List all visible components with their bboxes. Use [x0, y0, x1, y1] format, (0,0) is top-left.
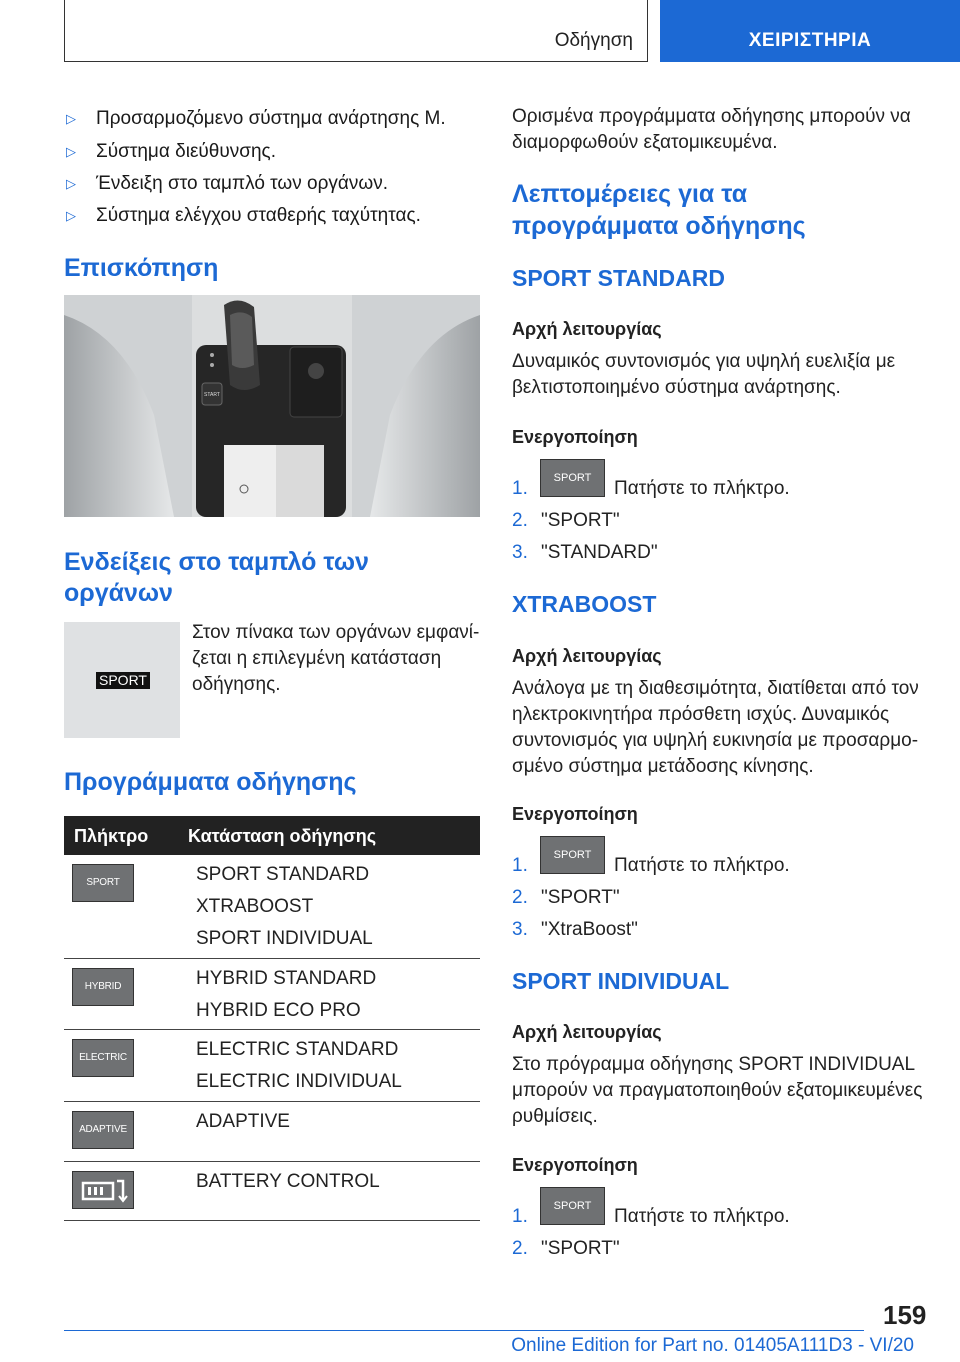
programs-heading: Προγράμματα οδήγησης — [64, 768, 357, 796]
triangle-bullet-icon: ▷ — [66, 208, 76, 223]
hybrid-key-image: HYBRID — [72, 968, 134, 1006]
battery-icon — [73, 1172, 133, 1208]
display-heading-line2: οργάνων — [64, 579, 173, 607]
footer-divider — [64, 1330, 864, 1331]
principle-text-line: ρυθμίσεις. — [512, 1106, 598, 1127]
principle-text-line: Στο πρόγραμμα οδήγησης SPORT INDIVIDUAL — [512, 1054, 916, 1075]
display-text-line: οδήγησης. — [192, 674, 281, 695]
intro-text-line: διαμορφωθούν εξατομικευμένα. — [512, 132, 778, 153]
display-heading-line1: Ενδείξεις στο ταμπλό των — [64, 548, 369, 576]
table-cell-mode: ADAPTIVE — [196, 1111, 290, 1132]
sport-standard-heading: SPORT STANDARD — [512, 265, 725, 291]
svg-text:START: START — [204, 392, 220, 398]
table-row-divider — [64, 1161, 480, 1162]
page-number: 159 — [883, 1300, 927, 1330]
electric-key-image: ELECTRIC — [72, 1039, 134, 1077]
principle-label: Αρχή λειτουργίας — [512, 646, 662, 666]
principle-text-line: μπορούν να πραγματοποιηθούν εξατομικευμένες — [512, 1080, 923, 1101]
table-cell-mode: HYBRID STANDARD — [196, 968, 377, 989]
principle-text-line: Ανάλογα με τη διαθεσιμότητα, διατίθεται από τον — [512, 678, 919, 699]
display-text-line: Στον πίνακα των οργάνων εμφανί- — [192, 622, 480, 643]
table-cell-mode: ELECTRIC INDIVIDUAL — [196, 1071, 402, 1092]
battery-key-image — [72, 1171, 134, 1209]
overview-heading: Επισκόπηση — [64, 254, 219, 282]
header-chapter-title: ΧΕΙΡΙΣΤΗΡΙΑ — [748, 30, 872, 51]
principle-text-line: ηλεκτροκινητήρα πρόσθετη ισχύς. Δυναμικός — [512, 704, 890, 725]
step-text: "XtraBoost" — [541, 919, 638, 940]
step-text: "SPORT" — [541, 1238, 620, 1259]
step-text: Πατήστε το πλήκτρο. — [614, 855, 790, 876]
table-cell-mode: SPORT INDIVIDUAL — [196, 928, 373, 949]
intro-text-line: Ορισμένα προγράμματα οδήγησης μπορούν να — [512, 106, 911, 127]
triangle-bullet-icon: ▷ — [66, 111, 76, 126]
activation-label: Ενεργοποίηση — [512, 427, 638, 447]
table-row-divider — [64, 958, 480, 959]
step-text: Πατήστε το πλήκτρο. — [614, 478, 790, 499]
step-number: 3. — [512, 919, 528, 940]
principle-text-line: βελτιστοποιημένο σύστημα ανάρτησης. — [512, 377, 841, 398]
display-text-line: ζεται η επιλεγμένη κατάσταση — [192, 648, 442, 669]
sport-key-image: SPORT — [72, 864, 134, 902]
step-number: 2. — [512, 510, 528, 531]
header-chapter-tab — [660, 0, 960, 62]
principle-text-line: συντονισμός για υψηλή ευκινησία με προσαρμο- — [512, 730, 919, 751]
step-text: Πατήστε το πλήκτρο. — [614, 1206, 790, 1227]
step-number: 2. — [512, 887, 528, 908]
step-text: "STANDARD" — [541, 542, 658, 563]
details-heading-line1: Λεπτομέρειες για τα — [512, 180, 748, 208]
step-text: "SPORT" — [541, 510, 620, 531]
header-section-box — [64, 0, 648, 62]
center-console-image — [64, 295, 480, 517]
principle-label: Αρχή λειτουργίας — [512, 1022, 662, 1042]
step-number: 1. — [512, 478, 528, 499]
footer-edition-text: Online Edition for Part no. 01405A111D3 - VI/20 — [511, 1335, 914, 1356]
table-cell-mode: SPORT STANDARD — [196, 864, 370, 885]
sport-individual-heading: SPORT INDIVIDUAL — [512, 968, 730, 994]
principle-label: Αρχή λειτουργίας — [512, 319, 662, 339]
table-cell-mode: XTRABOOST — [196, 896, 314, 917]
step-text: "SPORT" — [541, 887, 620, 908]
table-header — [64, 816, 480, 855]
table-cell-mode: HYBRID ECO PRO — [196, 1000, 361, 1021]
step-number: 1. — [512, 1206, 528, 1227]
principle-text-line: σμένο σύστημα μετάδοσης κίνησης. — [512, 756, 814, 777]
header-section-title: Οδήγηση — [554, 30, 633, 51]
table-row-divider — [64, 1220, 480, 1221]
triangle-bullet-icon: ▷ — [66, 144, 76, 159]
step-number: 3. — [512, 542, 528, 563]
bullet-text: Σύστημα ελέγχου σταθερής ταχύτητας. — [96, 205, 421, 226]
sport-button-image: SPORT — [540, 1187, 605, 1225]
bullet-text: Ένδειξη στο ταμπλό των οργάνων. — [96, 173, 388, 194]
sport-display-label: SPORT — [96, 672, 150, 689]
sport-button-image: SPORT — [540, 459, 605, 497]
details-heading-line2: προγράμματα οδήγησης — [512, 212, 806, 240]
sport-button-image: SPORT — [540, 836, 605, 874]
table-row-divider — [64, 1029, 480, 1030]
table-row-divider — [64, 1101, 480, 1102]
xtraboost-heading: XTRABOOST — [512, 591, 657, 617]
bullet-text: Προσαρμοζόμενο σύστημα ανάρτησης Μ. — [96, 108, 446, 129]
instrument-display-image — [64, 622, 180, 738]
bullet-text: Σύστημα διεύθυνσης. — [96, 141, 276, 162]
adaptive-key-image: ADAPTIVE — [72, 1111, 134, 1149]
table-cell-mode: ELECTRIC STANDARD — [196, 1039, 399, 1060]
triangle-bullet-icon: ▷ — [66, 176, 76, 191]
column-header-key: Πλήκτρο — [74, 826, 149, 846]
column-header-mode: Κατάσταση οδήγησης — [188, 826, 377, 846]
table-cell-mode: BATTERY CONTROL — [196, 1171, 380, 1192]
activation-label: Ενεργοποίηση — [512, 1155, 638, 1175]
step-number: 1. — [512, 855, 528, 876]
activation-label: Ενεργοποίηση — [512, 804, 638, 824]
step-number: 2. — [512, 1238, 528, 1259]
principle-text-line: Δυναμικός συντονισμός για υψηλή ευελιξία με — [512, 351, 896, 372]
